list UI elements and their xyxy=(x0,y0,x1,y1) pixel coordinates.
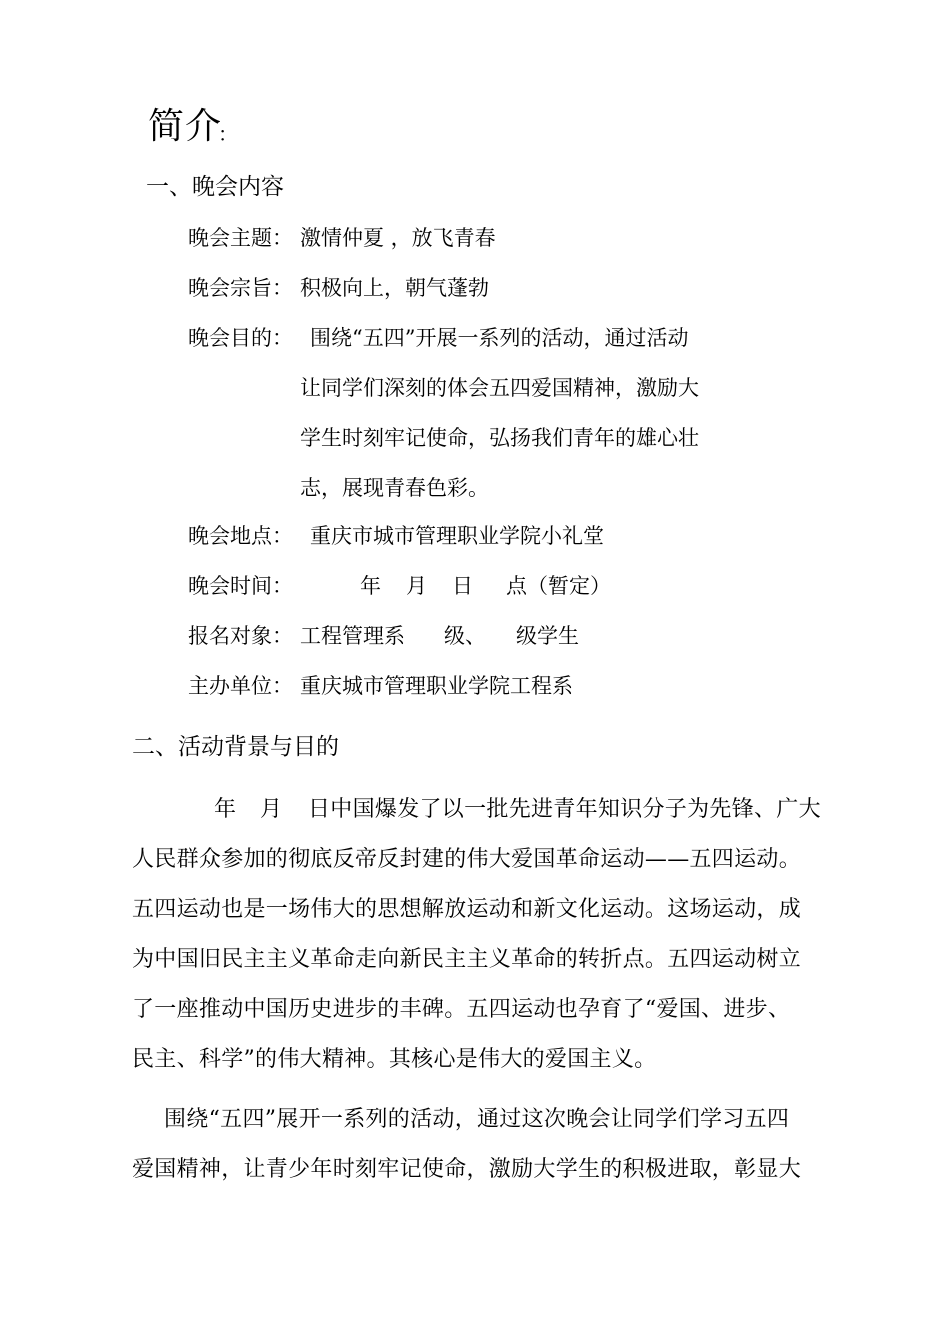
time-day: 日 xyxy=(452,574,473,598)
page-title: 简介 xyxy=(148,106,223,147)
audience-label: 报名对象： xyxy=(188,624,293,648)
audience-grade-1: 级、 xyxy=(444,624,486,648)
p2-line: 围绕“五四”展开一系列的活动，通过这次晚会让同学们学习五四 xyxy=(164,1107,790,1132)
p1-year: 年 xyxy=(214,797,237,822)
venue-label: 晚会地点： xyxy=(188,524,293,548)
goal-line: 围绕“五四”开展一系列的活动，通过活动 xyxy=(310,326,689,350)
goal-line: 志，展现青春色彩。 xyxy=(300,476,489,500)
p1-month: 月 xyxy=(260,797,283,822)
time-month: 月 xyxy=(406,574,427,598)
time-label: 晚会时间： xyxy=(188,574,293,598)
host-value: 重庆城市管理职业学院工程系 xyxy=(300,674,573,698)
goal-line: 让同学们深刻的体会五四爱国精神，激励大 xyxy=(300,376,699,400)
p1-line: 日中国爆发了以一批先进青年知识分子为先锋、广大 xyxy=(308,797,821,822)
purpose-label: 晚会宗旨： xyxy=(188,276,293,300)
page-title-colon: ： xyxy=(218,122,238,146)
audience-grade-2: 级学生 xyxy=(516,624,579,648)
theme-label: 晚会主题： xyxy=(188,226,293,250)
time-year: 年 xyxy=(360,574,381,598)
p1-line: 人民群众参加的彻底反帝反封建的伟大爱国革命运动——五四运动。 xyxy=(132,847,802,872)
theme-value: 激情仲夏 ，放飞青春 xyxy=(300,226,496,250)
p1-line: 了一座推动中国历史进步的丰碑。五四运动也孕育了“爱国、进步、 xyxy=(132,997,791,1022)
goal-label: 晚会目的： xyxy=(188,326,293,350)
goal-line: 学生时刻牢记使命，弘扬我们青年的雄心壮 xyxy=(300,426,699,450)
audience-dept: 工程管理系 xyxy=(300,624,405,648)
p2-line: 爱国精神，让青少年时刻牢记使命，激励大学生的积极进取，彰显大 xyxy=(132,1157,802,1182)
purpose-value: 积极向上，朝气蓬勃 xyxy=(300,276,489,300)
host-label: 主办单位： xyxy=(188,674,293,698)
p1-line: 为中国旧民主主义革命走向新民主主义革命的转折点。五四运动树立 xyxy=(132,947,802,972)
p1-line: 民主、科学”的伟大精神。其核心是伟大的爱国主义。 xyxy=(132,1047,657,1072)
venue-value: 重庆市城市管理职业学院小礼堂 xyxy=(310,524,604,548)
section-heading-background: 二、活动背景与目的 xyxy=(132,734,339,760)
time-hour: 点（暂定） xyxy=(506,574,611,598)
section-heading-content: 一、晚会内容 xyxy=(146,174,284,200)
p1-line: 五四运动也是一场伟大的思想解放运动和新文化运动。这场运动，成 xyxy=(132,897,802,922)
